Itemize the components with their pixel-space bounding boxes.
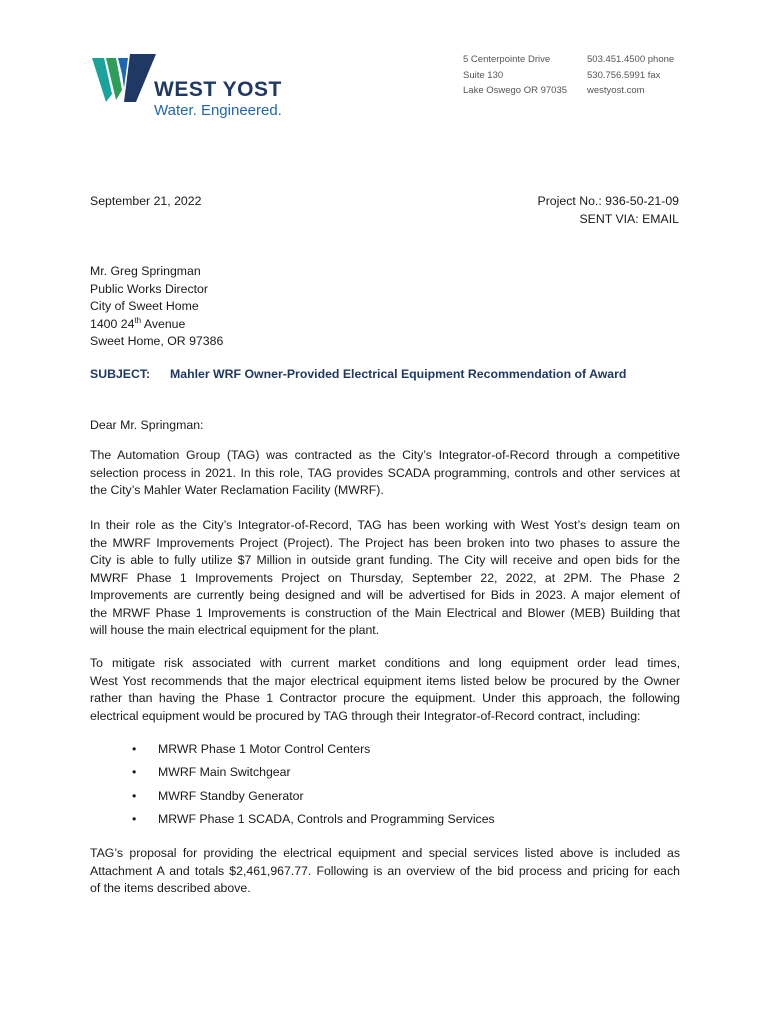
project-info — [538, 193, 680, 228]
subject-line — [90, 367, 626, 381]
list-item — [132, 788, 495, 811]
list-item-text: MRWF Phase 1 SCADA, Controls and Programming Services — [158, 811, 495, 826]
bullet-icon: • — [132, 788, 137, 803]
website-link[interactable]: westyost.com — [587, 85, 645, 96]
fax: 530.756.5991 fax — [587, 69, 661, 81]
list-item-text: MWRF Main Switchgear — [158, 765, 291, 780]
recipient-street — [90, 316, 223, 334]
bullet-icon: • — [132, 742, 137, 756]
address-line: Lake Oswego OR 97035 — [463, 85, 568, 96]
list-item — [132, 764, 495, 787]
paragraph-line: the MRWF Phase 1 Improvements is construction of the Main Electrical and Blower (MEB) Building that — [90, 605, 680, 620]
letter-date: September 21, 2022 — [90, 194, 202, 208]
bullet-icon: • — [132, 811, 137, 826]
list-item — [132, 811, 495, 834]
recipient-title: Public Works Director — [90, 281, 208, 296]
paragraph-line: West Yost recommends that the major electrical equipment items listed below be procured by the Owner — [90, 673, 680, 688]
company-tagline: Water. Engineered. — [154, 102, 282, 119]
subject-text: Mahler WRF Owner-Provided Electrical Equipment Recommendation of Award — [170, 367, 627, 381]
paragraph-line: selection process in 2021. In this role, TAG provides SCADA programming, controls and other services at — [90, 465, 680, 480]
recipient-org: City of Sweet Home — [90, 299, 199, 313]
list-item-text: MWRF Standby Generator — [158, 788, 304, 803]
sent-via: SENT VIA: EMAIL — [579, 211, 679, 226]
bullet-icon: • — [132, 765, 137, 780]
recipient-block — [90, 263, 223, 351]
company-address — [463, 52, 567, 99]
paragraph-2 — [90, 517, 680, 640]
subject-label: SUBJECT: — [90, 367, 151, 381]
paragraph-line: TAG’s proposal for providing the electrical equipment and special services listed above is included as — [90, 846, 680, 860]
project-number: Project No.: 936-50-21-09 — [537, 194, 679, 208]
equipment-list — [132, 741, 495, 834]
recipient-name: Mr. Greg Springman — [90, 264, 201, 278]
street-ordinal: th — [134, 315, 142, 325]
paragraph-line: electrical equipment would be procured by TAG through their Integrator-of-Record contract, including: — [90, 708, 641, 723]
paragraph-line: City is able to fully utilize $7 Million in outside grant funding. The City will receive and open bids for the — [90, 553, 680, 567]
company-name: WEST YOST — [154, 78, 282, 101]
address-line: 5 Centerpointe Drive — [463, 54, 551, 65]
paragraph-line: To mitigate risk associated with current market conditions and long equipment order lead times, — [90, 656, 680, 670]
paragraph-line: rather than having the Phase 1 Contractor procure the equipment. Under this approach, the following — [90, 691, 680, 705]
paragraph-3 — [90, 655, 680, 725]
paragraph-line: of the items described above. — [90, 881, 251, 895]
list-item-text: MRWR Phase 1 Motor Control Centers — [158, 742, 371, 756]
paragraph-line: The Automation Group (TAG) was contracted as the City’s Integrator-of-Record through a competitive — [90, 448, 680, 462]
paragraph-line: will house the main electrical equipment for the plant. — [90, 623, 380, 637]
paragraph-4 — [90, 845, 680, 898]
west-yost-logo — [92, 52, 292, 122]
street-number: 1400 24 — [90, 316, 135, 331]
paragraph-line: the MWRF Improvements Project (Project). The Project has been broken into two phases to assure the — [90, 535, 680, 550]
paragraph-line: the City’s Mahler Water Reclamation Facility (MWRF). — [90, 483, 384, 497]
company-contact — [587, 52, 674, 99]
street-name: Avenue — [141, 316, 186, 331]
paragraph-line: In their role as the City’s Integrator-of-Record, TAG has been working with West Yost’s design team on — [90, 518, 680, 532]
w-mark-icon — [92, 54, 156, 106]
salutation: Dear Mr. Springman: — [90, 418, 204, 432]
address-line: Suite 130 — [463, 69, 504, 81]
paragraph-line: Attachment A and totals $2,461,967.77. Following is an overview of the bid process and pricing for each — [90, 863, 680, 878]
recipient-city: Sweet Home, OR 97386 — [90, 334, 224, 348]
paragraph-line: MWRF Phase 1 Improvements Project on Thursday, September 22, 2022, at 2PM. The Phase 2 — [90, 570, 680, 585]
paragraph-1 — [90, 447, 680, 500]
list-item — [132, 741, 495, 764]
phone: 503.451.4500 phone — [587, 54, 675, 65]
paragraph-line: Improvements are currently being designed and will be advertised for Bids in 2023. A major element of — [90, 588, 680, 602]
